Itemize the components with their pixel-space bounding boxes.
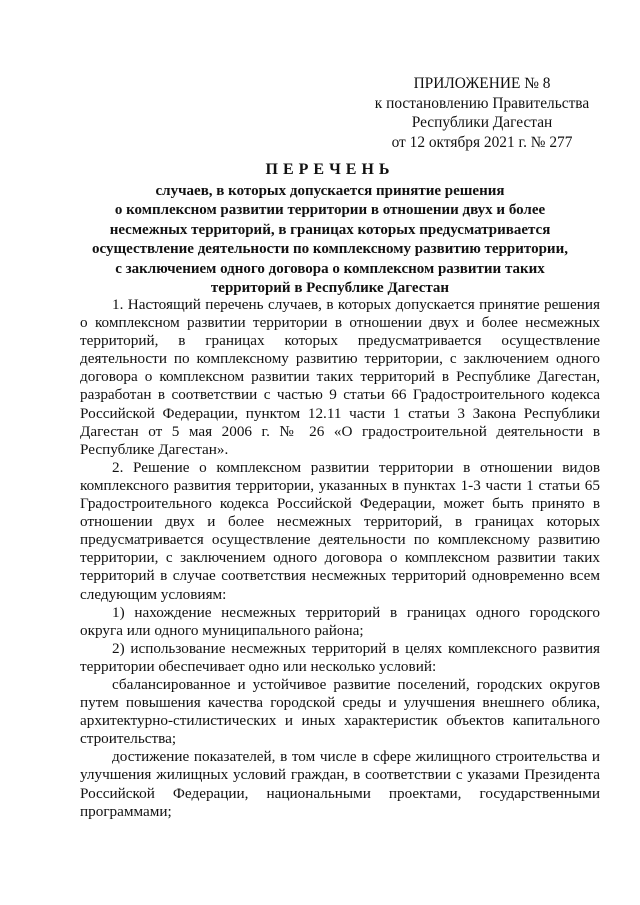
heading-line: о комплексном развитии территории в отношении двух и более bbox=[114, 202, 546, 219]
paragraph-1: 1. Настоящий перечень случаев, в которых допускается принятие решения о комплексном развитии территории в отношении двух и более несмежных территорий, в границах которых предусматривается осуществление деятельности по комплексному развитию территории, с заключением одного договора о комплексном развитии таких территорий в Республике Дагестан, разработан в соответствии с частью 9 статьи 66 Градостроительного кодекса Российской Федерации, пунктом 12.11 части 1 статьи 3 Закона Республики Дагестан от 5 мая 2006 г. № 26 «О градостроительной деятельности в Республике Дагестан». bbox=[80, 296, 600, 458]
condition-item: достижение показателей, в том числе в сфере жилищного строительства и улучшения жилищных условий граждан, в соответствии с указами Президента Российской Федерации, национальными проектами, государственными программами; bbox=[80, 748, 600, 820]
paragraph-2: 2. Решение о комплексном развитии территории в отношении видов комплексного развития территории, указанных в пунктах 1-3 части 1 статьи 65 Градостроительного кодекса Российской Федерации, может быть принято в отношении двух и более несмежных территорий, в границах которых предусматривается осуществление деятельности по комплексному развитию территории, с заключением одного договора о комплексном развитии таких территорий в случае соответствия несмежных территорий одновременно всем следующим условиям: bbox=[80, 458, 600, 603]
heading-title: ПЕРЕЧЕНЬ bbox=[265, 161, 395, 178]
heading-line: несмежных территорий, в границах которых предусматривается bbox=[109, 221, 551, 238]
heading-line: случаев, в которых допускается принятие решения bbox=[155, 183, 505, 199]
appendix-block bbox=[352, 74, 612, 152]
document-heading bbox=[60, 160, 600, 298]
heading-line: с заключением одного договора о комплексном развитии таких bbox=[115, 260, 545, 277]
heading-line: осуществление деятельности по комплексному развитию территории, bbox=[92, 241, 568, 258]
heading-line: территорий в Республике Дагестан bbox=[210, 280, 450, 297]
condition-2: 2) использование несмежных территорий в целях комплексного развития территории обеспечивает одно или несколько условий: bbox=[80, 639, 600, 675]
document-body bbox=[80, 296, 600, 821]
appendix-number: ПРИЛОЖЕНИЕ № 8 bbox=[413, 75, 551, 92]
appendix-decree-ref: к постановлению Правительства bbox=[374, 94, 590, 112]
condition-item: сбалансированное и устойчивое развитие поселений, городских округов путем повышения качества городской среды и улучшения внешнего облика, архитектурно-стилистических и иных характеристик объектов капитального строительства; bbox=[80, 675, 600, 748]
appendix-date: от 12 октября 2021 г. № 277 bbox=[391, 133, 573, 151]
condition-1: 1) нахождение несмежных территорий в границах одного городского округа или одного муниципального района; bbox=[80, 603, 600, 639]
appendix-region: Республики Дагестан bbox=[411, 114, 553, 131]
heading-subtitle bbox=[60, 182, 600, 298]
